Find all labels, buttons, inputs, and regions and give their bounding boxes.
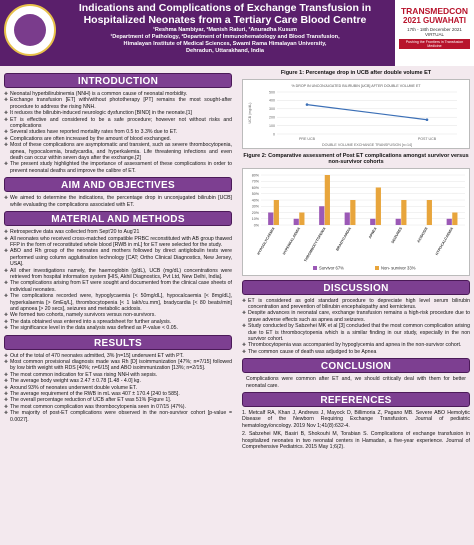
aims-item: ❖ We aimed to determine the indications, the percentage drop in unconjugated bilirubin [UCB] while evaluating the complications associated with ET. <box>4 195 232 208</box>
poster-title: Indications and Complications of Exchange Transfusion in Hospitalized Neonates from a Tertiary Care Blood Centre <box>78 2 372 26</box>
discussion-item: ❖ Study conducted by Sabzehei MK et al [3] concluded that the most common complication arising due to ET is thrombocytopenia which is a similar finding in our study, especially in the non survivor cohort. <box>242 323 470 342</box>
figure1-title: Figure 1: Percentage drop in UCB after double volume ET <box>280 70 432 76</box>
chart2-bar <box>427 200 432 225</box>
chart2-ytick: 30% <box>251 204 259 209</box>
chart1-xtick: PRE UCB <box>299 136 315 141</box>
chart2-xtick: HYPOGLYCAEMIA <box>256 226 276 256</box>
chart2-legend-swatch <box>313 266 317 270</box>
chart2-bar <box>294 218 299 224</box>
discussion-item: ❖ ET is considered as gold standard procedure to depreciate high level serum bilirubin concentration and prevention of bilirubin encephalopathy and kernicterus. <box>242 298 470 311</box>
methods-item: ❖ All neonates who received cross-matched compatible PRBC reconstituted with AB group thawed FFP in the form of reconstituted whole blood [RWB in mL] for ET were selected for the study. <box>4 236 232 249</box>
university-logo <box>4 4 56 56</box>
chart2-bar <box>345 212 350 225</box>
aims-heading: AIM AND OBJECTIVES <box>4 177 232 192</box>
conclusion-heading: CONCLUSION <box>242 358 470 373</box>
chart1-point <box>306 103 309 106</box>
chart2-legend-label: Non- survivor 33% <box>381 265 416 270</box>
methods-heading: MATERIAL AND METHODS <box>4 211 232 226</box>
introduction-heading: INTRODUCTION <box>4 73 232 88</box>
poster-header <box>0 0 474 66</box>
chart2-xtick: HYPERKALAEMIA <box>281 226 302 256</box>
results-item: ❖ Around 93% of neonates underwent double volume ET. <box>4 385 232 391</box>
results-item: ❖ The overall percentage reduction of UCB after ET was 51% [Figure 1]. <box>4 397 232 403</box>
affiliation-line-2: Himalayan Institute of Medical Sciences, Swami Rama Himalayan University, <box>123 41 327 47</box>
badge-name: TRANSMEDCON <box>400 6 469 16</box>
chart2-bar <box>319 206 324 225</box>
chart1-title: % DROP IN UNCONJUGATED BILIRUBIN [UCB] AFTER DOUBLE VOLUME ET <box>291 83 421 88</box>
chart1-ylabel: UCB (mg/dL) <box>248 102 252 123</box>
chart1-ytick: 400 <box>269 98 275 103</box>
chart1-ytick: 0 <box>273 131 275 136</box>
chart2-xtick: THROMBOCYTOPENIA <box>303 226 327 263</box>
methods-item: ❖ All other investigations namely, the haemoglobin (g/dL), UCB (mg/dL) concentrations were retrieved from hospital information system [HIS, Akhil Diagnostics, Pvt Ltd, New Delhi, India]. <box>4 268 232 281</box>
conference-badge <box>395 0 474 66</box>
chart2-xtick: SEIZURES <box>390 226 404 244</box>
figure2-chart <box>242 168 470 276</box>
methods-item: ❖ ABO and Rh group of the neonates and mothers followed by direct antiglobulin tests were performed using column agglutination technology [CAT; Ortho Clinical Diagnostics, New Jersey, USA]. <box>4 248 232 267</box>
results-item: ❖ The average requirement of the RWB in mL was 407 ± 170.4 [240 to 585]. <box>4 391 232 397</box>
introduction-item: ❖ Complications are often increased by the amount of blood exchanged. <box>4 136 232 142</box>
badge-year: 2021 GUWAHATI <box>403 16 466 25</box>
reference-item: 2. Sabzehei MK, Basiri B, Shokouhi M, Torabian S. Complications of exchange transfusion in hospitalized neonates in two neonatal centers in Hamadan, a five-year experience. Journal of Comprehensive Pediatrics. 2015 May 1;6(2). <box>242 431 470 450</box>
discussion-item: ❖ Thrombocytopenia was accompanied by hypoglycemia and apnea in the non-survivor cohort. <box>242 342 470 348</box>
chart2-legend-swatch <box>375 266 379 270</box>
author-names: ¹Reshma Nambiyar, ²Manish Raturi, ³Anuradha Kusum <box>153 27 297 33</box>
results-item: ❖ Out of the total of 470 neonates admitted, 3% [n=15] underwent ET with PT. <box>4 353 232 359</box>
introduction-item: ❖ Several studies have reported mortality rates from 0.5 to 3.3% due to ET. <box>4 129 232 135</box>
references-heading: REFERENCES <box>242 392 470 407</box>
introduction-item: ❖ Neonatal hyperbilirubinemia (NNH) is a common cause of neonatal morbidity. <box>4 91 232 97</box>
results-item: ❖ The most common complication was thrombocytopenia seen in 07/15 (47%). <box>4 404 232 410</box>
chart2-bar <box>376 187 381 225</box>
chart2-bar <box>401 200 406 225</box>
chart2-bar <box>299 212 304 225</box>
methods-item: ❖ We formed two cohorts, namely survivors versus non-survivors. <box>4 312 232 318</box>
methods-list <box>4 229 232 332</box>
aims-list <box>4 195 232 208</box>
left-column <box>4 70 232 423</box>
chart2-ytick: 50% <box>251 191 259 196</box>
introduction-item: ❖ Most of these complications are asymptomatic and transient, such as severe thrombocytopenia, apnea, hypocalcemia, bradycardia, and hyperkalemia. Life threatening infections and even death can occur within seven days after the exchange.[2] <box>4 142 232 161</box>
right-column <box>242 70 470 452</box>
badge-dates: 17th - 18th December 2021 <box>407 27 462 32</box>
chart2-ytick: 10% <box>251 216 259 221</box>
chart2-ytick: 0% <box>253 222 259 227</box>
results-heading: RESULTS <box>4 335 232 350</box>
badge-tagline: Pushing the Frontiers in Transfusion Medicine <box>399 39 470 49</box>
discussion-item: ❖ The common cause of death was adjudged to be Apnea <box>242 349 470 355</box>
chart2-ytick: 70% <box>251 179 259 184</box>
complications-bar-chart <box>243 169 469 275</box>
discussion-heading: DISCUSSION <box>242 280 470 295</box>
methods-item: ❖ The complications arising from ET were sought and documented from the clinical case sheets of individual neonates. <box>4 280 232 293</box>
chart2-ytick: 80% <box>251 172 259 177</box>
introduction-item: ❖ Exchange transfusion [ET] with/without phototherapy [PT] remains the most sought-after procedure to address the rising NNH. <box>4 97 232 110</box>
chart2-bar <box>452 212 457 225</box>
badge-mode: VIRTUAL <box>425 32 444 37</box>
results-item: ❖ The majority of post-ET complications were observed in the non-survivor cohort [p-value = 0.0027]. <box>4 410 232 423</box>
chart2-xtick: HYPOCALCAEMIA <box>434 226 455 256</box>
introduction-item: ❖ The present study highlighted the importance of assessment of these complications in order to prevent neonatal deaths and improve the calibre of ET. <box>4 161 232 174</box>
methods-item: ❖ The complications recorded were, hypoglycaemia [< 50mg/dL], hypocalcaemia [< 8mg/dL], hyperkalaemia [> 6mEq/L], thrombocytopenia [< 1 lakh/cu.mm], bradycardia [< 80 beats/min] and apnoea [> 20 secs], seizures and metabolic acidosis. <box>4 293 232 312</box>
chart2-bar <box>447 218 452 224</box>
chart2-bar <box>268 212 273 225</box>
chart2-bar <box>274 200 279 225</box>
chart2-bar <box>350 200 355 225</box>
ucb-drop-line-chart <box>243 80 469 148</box>
chart2-ytick: 20% <box>251 210 259 215</box>
chart1-series-line <box>307 104 427 119</box>
results-item: ❖ The most common indication for ET was rising NNH with sepsis. <box>4 372 232 378</box>
chart1-xlabel: DOUBLE VOLUME EXCHANGE TRANSFUSION [n=14] <box>322 142 412 147</box>
figure2-title: Figure 2: Comparative assessment of Post ET complications amongst survivor versus non-survivor cohorts <box>243 152 469 165</box>
introduction-item: ❖ ET is effective and considered to be a safe procedure; however not without risks and complications <box>4 117 232 130</box>
chart1-ytick: 100 <box>269 123 275 128</box>
chart2-xtick: BRADYCARDIA <box>335 226 353 252</box>
results-item: ❖ Most common provisional diagnosis made was Rh [D] isoimmunization [47%; n=7/15] followed by low birth weight with RDS [40%; n=6/15] and ABO isoimmunization [13%; n=2/15]. <box>4 359 232 372</box>
chart2-xtick: APNEA <box>367 226 378 239</box>
affiliation-line-1: ¹Department of Pathology, ²Department of Immunohematology and Blood Transfusion, <box>110 34 340 40</box>
chart1-ytick: 300 <box>269 106 275 111</box>
conclusion-text: Complications were common after ET and, we should critically deal with them for better neonatal care. <box>246 376 466 389</box>
introduction-item: ❖ It reduces the bilirubin-induced neurologic dysfunction [BIND] in the neonate.[1] <box>4 110 232 116</box>
chart1-point <box>426 118 429 121</box>
figure1-chart <box>242 79 470 149</box>
methods-item: ❖ The significance level in the data analysis was defined as P-value < 0.05. <box>4 325 232 331</box>
authors-block <box>60 27 390 55</box>
chart2-bar <box>370 218 375 224</box>
methods-item: ❖ The data obtained was entered into a spreadsheet for further analysis. <box>4 319 232 325</box>
methods-item: ❖ Retrospective data was collected from Sept'20 to Aug'21 <box>4 229 232 235</box>
results-item: ❖ The average body weight was 2.47 ± 0.78 [1.48 - 4.0] kg. <box>4 378 232 384</box>
results-list <box>4 353 232 423</box>
chart1-ytick: 200 <box>269 115 275 119</box>
chart2-bar <box>325 175 330 225</box>
affiliation-line-3: Dehradun, Uttarakhand, India <box>185 48 264 54</box>
chart1-xtick: POST UCB <box>417 136 437 141</box>
chart2-ytick: 40% <box>251 197 259 202</box>
discussion-list <box>242 298 470 356</box>
reference-item: 1. Metcalf RA, Khan J, Andrews J, Mayock D, Billimoria Z, Pagano MB. Severe ABO Hemolytic Disease of the Newborn Requiring Exchange Transfusion. Journal of pediatric hematology/oncology. 2019 Nov 1;41(8):632-4. <box>242 409 470 429</box>
chart2-ytick: 60% <box>251 185 259 190</box>
references-list <box>242 410 470 450</box>
chart2-legend-label: Survivor 67% <box>319 265 344 270</box>
introduction-list <box>4 91 232 174</box>
chart2-xtick: ACIDOSIS <box>416 226 429 244</box>
chart2-bar <box>396 218 401 224</box>
chart1-ytick: 500 <box>269 89 275 94</box>
discussion-item: ❖ Despite advances in neonatal care, exchange transfusion remains a high-risk procedure due to grave adverse effects such as apnea and seizures. <box>242 310 470 323</box>
